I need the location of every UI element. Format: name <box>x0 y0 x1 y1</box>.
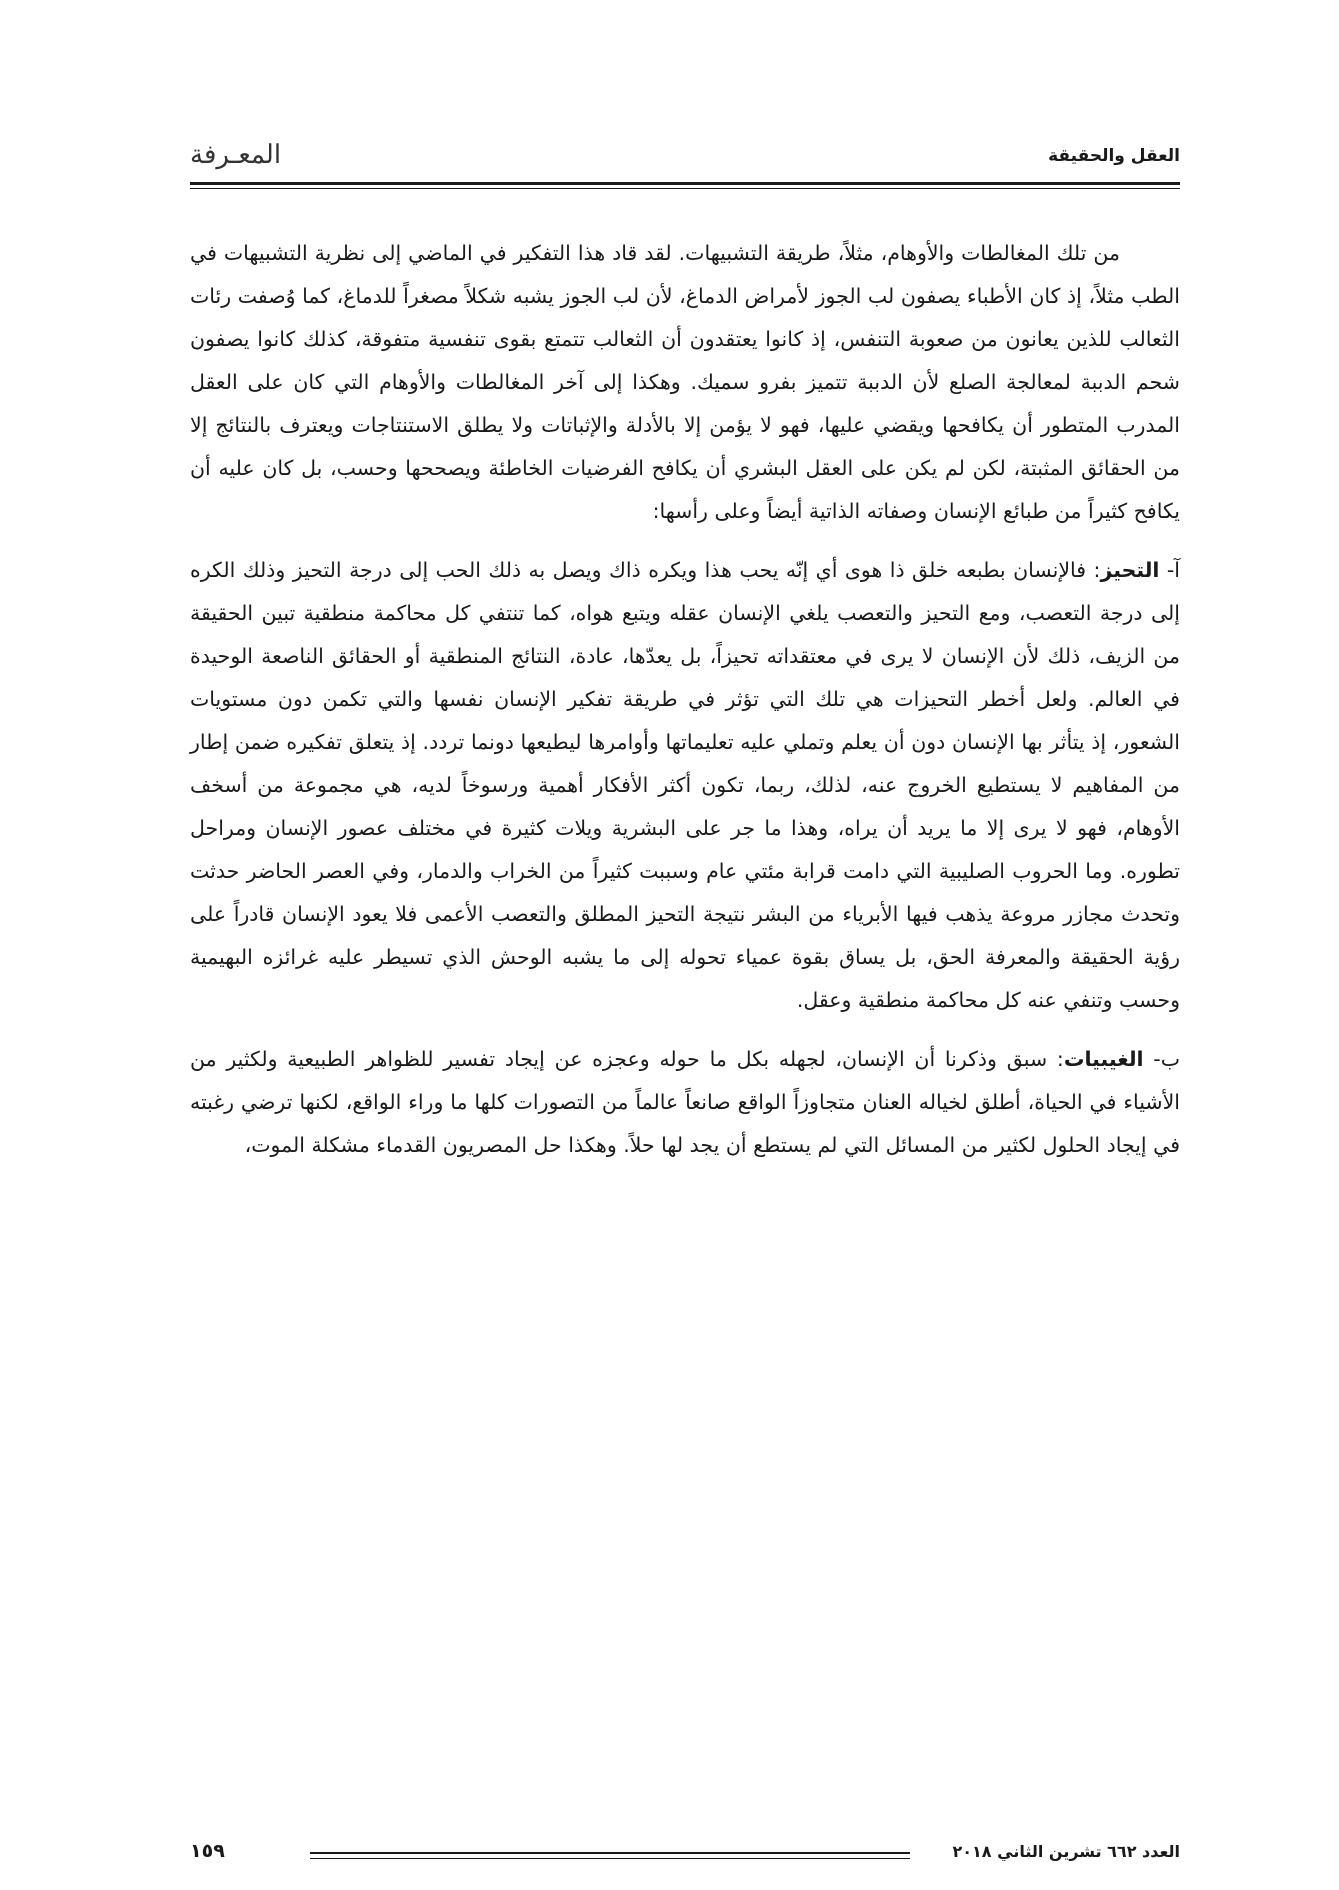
section-a-text: : فالإنسان بطبعه خلق ذا هوى أي إنّه يحب هذا ويكره ذاك ويصل به ذلك الحب إلى درجة التحيز وذلك الكره إلى درجة التعصب، ومع التحيز والتعصب يلغي الإنسان عقله ويتبع هواه، كما تنتفي كل محاكمة منطقية تبين الحقيقة من الزيف، ذلك لأن الإنسان لا يرى في معتقداته تحيزاً، بل يعدّها، عادة، النتائج المنطقية أو الحقائق الناصعة الوحيدة في العالم. ولعل أخطر التحيزات هي تلك التي تؤثر في طريقة تفكير الإنسان نفسها والتي تكمن دون مستويات الشعور، إذ يتأثر بها الإنسان دون أن يعلم وتملي عليه تعليماتها وأوامرها ليطيعها دونما تردد. إذ يتعلق تفكيره ضمن إطار من المفاهيم لا يستطيع الخروج عنه، لذلك، ربما، تكون أكثر الأفكار أهمية ورسوخاً لديه، هي مجموعة من أسخف الأوهام، فهو لا يرى إلا ما يريد أن يراه، وهذا ما جر على البشرية ويلات كثيرة في مختلف عصور الإنسان ومراحل تطوره. وما الحروب الصليبية التي دامت قرابة مئتي عام وسببت كثيراً من الخراب والدمار، وفي العصر الحاضر حدثت وتحدث مجازر مروعة يذهب فيها الأبرياء من البشر نتيجة التحيز المطلق والتعصب الأعمى فلا يعود الإنسان قادراً على رؤية الحقيقة والمعرفة الحق، بل يساق بقوة عمياء تحوله إلى ما يشبه الوحش الذي تسيطر عليه غرائزه البهيمية وحسب وتنفي عنه كل محاكمة منطقية وعقل. <box>190 558 1180 1012</box>
header-rule <box>190 182 1180 185</box>
footer-rule <box>310 1852 910 1854</box>
running-title: العقل والحقيقة <box>1048 146 1180 166</box>
issue-label: العدد ٦٦٢ تشرين الثاني ٢٠١٨ <box>952 1842 1180 1861</box>
header-rule-thin <box>190 188 1180 189</box>
footer-rule-thin <box>310 1858 910 1859</box>
section-b-term: الغيبيات <box>1063 1047 1144 1071</box>
article-body <box>190 232 1180 1183</box>
page-footer <box>190 1842 1180 1882</box>
section-b-paragraph <box>190 1038 1180 1167</box>
section-a-term: التحيز <box>1100 558 1160 582</box>
magazine-logo: المعـرفة <box>190 140 282 170</box>
section-a-paragraph <box>190 549 1180 1022</box>
page-header <box>190 140 1180 180</box>
section-a-prefix: آ- <box>1159 558 1180 582</box>
section-b-prefix: ب- <box>1143 1047 1180 1071</box>
section-b-text: : سبق وذكرنا أن الإنسان، لجهله بكل ما حوله وعجزه عن إيجاد تفسير للظواهر الطبيعية ولكثير من الأشياء في الحياة، أطلق لخياله العنان متجاوزاً الواقع صانعاً عالماً من التصورات كلها ما وراء الواقع، لكنها ترضي رغبته في إيجاد الحلول لكثير من المسائل التي لم يستطع أن يجد لها حلاً. وهكذا حل المصريون القدماء مشكلة الموت، <box>190 1047 1180 1157</box>
page-number: ١٥٩ <box>190 1840 225 1862</box>
intro-paragraph: من تلك المغالطات والأوهام، مثلاً، طريقة التشبيهات. لقد قاد هذا التفكير في الماضي إلى نظرية التشبيهات في الطب مثلاً، إذ كان الأطباء يصفون لب الجوز لأمراض الدماغ، لأن لب الجوز يشبه شكلاً مصغراً للدماغ، كما وُصفت رئات الثعالب للذين يعانون من صعوبة التنفس، إذ كانوا يعتقدون أن الثعالب تتمتع بقوى تنفسية متفوقة، كذلك كانوا يصفون شحم الدببة لمعالجة الصلع لأن الدببة تتميز بفرو سميك. وهكذا إلى آخر المغالطات والأوهام التي كان على العقل المدرب المتطور أن يكافحها ويقضي عليها، فهو لا يؤمن إلا بالأدلة والإثباتات ولا يطلق الاستنتاجات ويعترف بالنتائج إلا من الحقائق المثبتة، لكن لم يكن على العقل البشري أن يكافح الفرضيات الخاطئة ويصححها وحسب، بل كان عليه أن يكافح كثيراً من طبائع الإنسان وصفاته الذاتية أيضاً وعلى رأسها: <box>190 241 1180 523</box>
